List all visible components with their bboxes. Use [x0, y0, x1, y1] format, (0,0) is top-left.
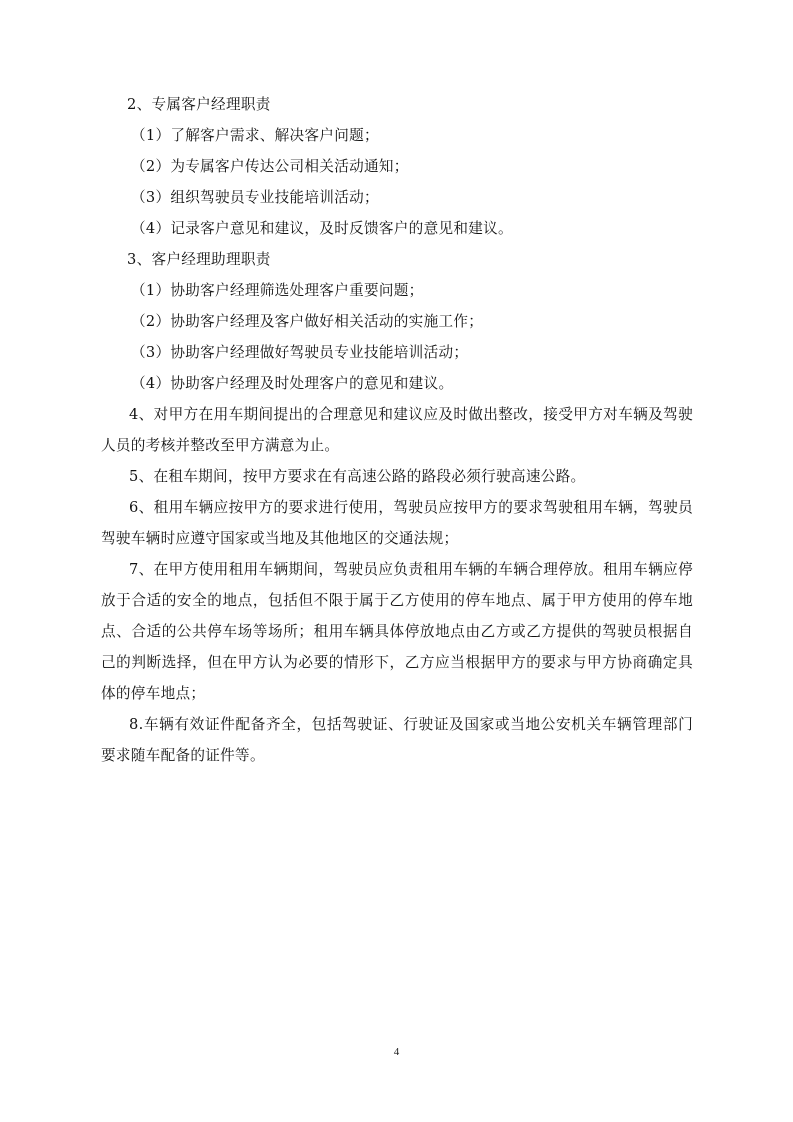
paragraph-5: 5、在租车期间，按甲方要求在有高速公路的路段必须行驶高速公路。 — [129, 468, 586, 485]
paragraph-4: 4、对甲方在用车期间提出的合理意见和建议应及时做出整改，接受甲方对车辆及驾驶人员的考核并整改至甲方满意为止。 — [101, 406, 693, 454]
list-item: （3）组织驾驶员专业技能培训活动； — [131, 189, 379, 206]
list-item: （2）协助客户经理及客户做好相关活动的实施工作； — [131, 313, 484, 330]
paragraph-8: 8.车辆有效证件配备齐全，包括驾驶证、行驶证及国家或当地公安机关车辆管理部门要求随车配备的证件等。 — [101, 716, 693, 764]
document-page — [101, 89, 693, 771]
paragraph-6: 6、租用车辆应按甲方的要求进行使用，驾驶员应按甲方的要求驾驶租用车辆，驾驶员驾驶车辆时应遵守国家或当地及其他地区的交通法规； — [101, 499, 693, 547]
list-item: （3）协助客户经理做好驾驶员专业技能培训活动； — [131, 344, 469, 361]
section-heading-customer-manager: 2、专属客户经理职责 — [127, 96, 271, 113]
list-item: （1）协助客户经理筛选处理客户重要问题； — [131, 282, 424, 299]
list-item: （2）为专属客户传达公司相关活动通知； — [131, 158, 409, 175]
section-heading-manager-assistant: 3、客户经理助理职责 — [127, 251, 271, 268]
list-item: （4）记录客户意见和建议，及时反馈客户的意见和建议。 — [131, 220, 513, 237]
page-number: 4 — [393, 1046, 400, 1058]
paragraph-7: 7、在甲方使用租用车辆期间，驾驶员应负责租用车辆的车辆合理停放。租用车辆应停放于合适的安全的地点，包括但不限于属于乙方使用的停车地点、属于甲方使用的停车地点、合适的公共停车场等场所；租用车辆具体停放地点由乙方或乙方提供的驾驶员根据自己的判断选择，但在甲方认为必要的情形下，乙方应当根据甲方的要求与甲方协商确定具体的停车地点； — [101, 561, 693, 702]
list-item: （1）了解客户需求、解决客户问题； — [131, 127, 379, 144]
list-item: （4）协助客户经理及时处理客户的意见和建议。 — [131, 375, 454, 392]
